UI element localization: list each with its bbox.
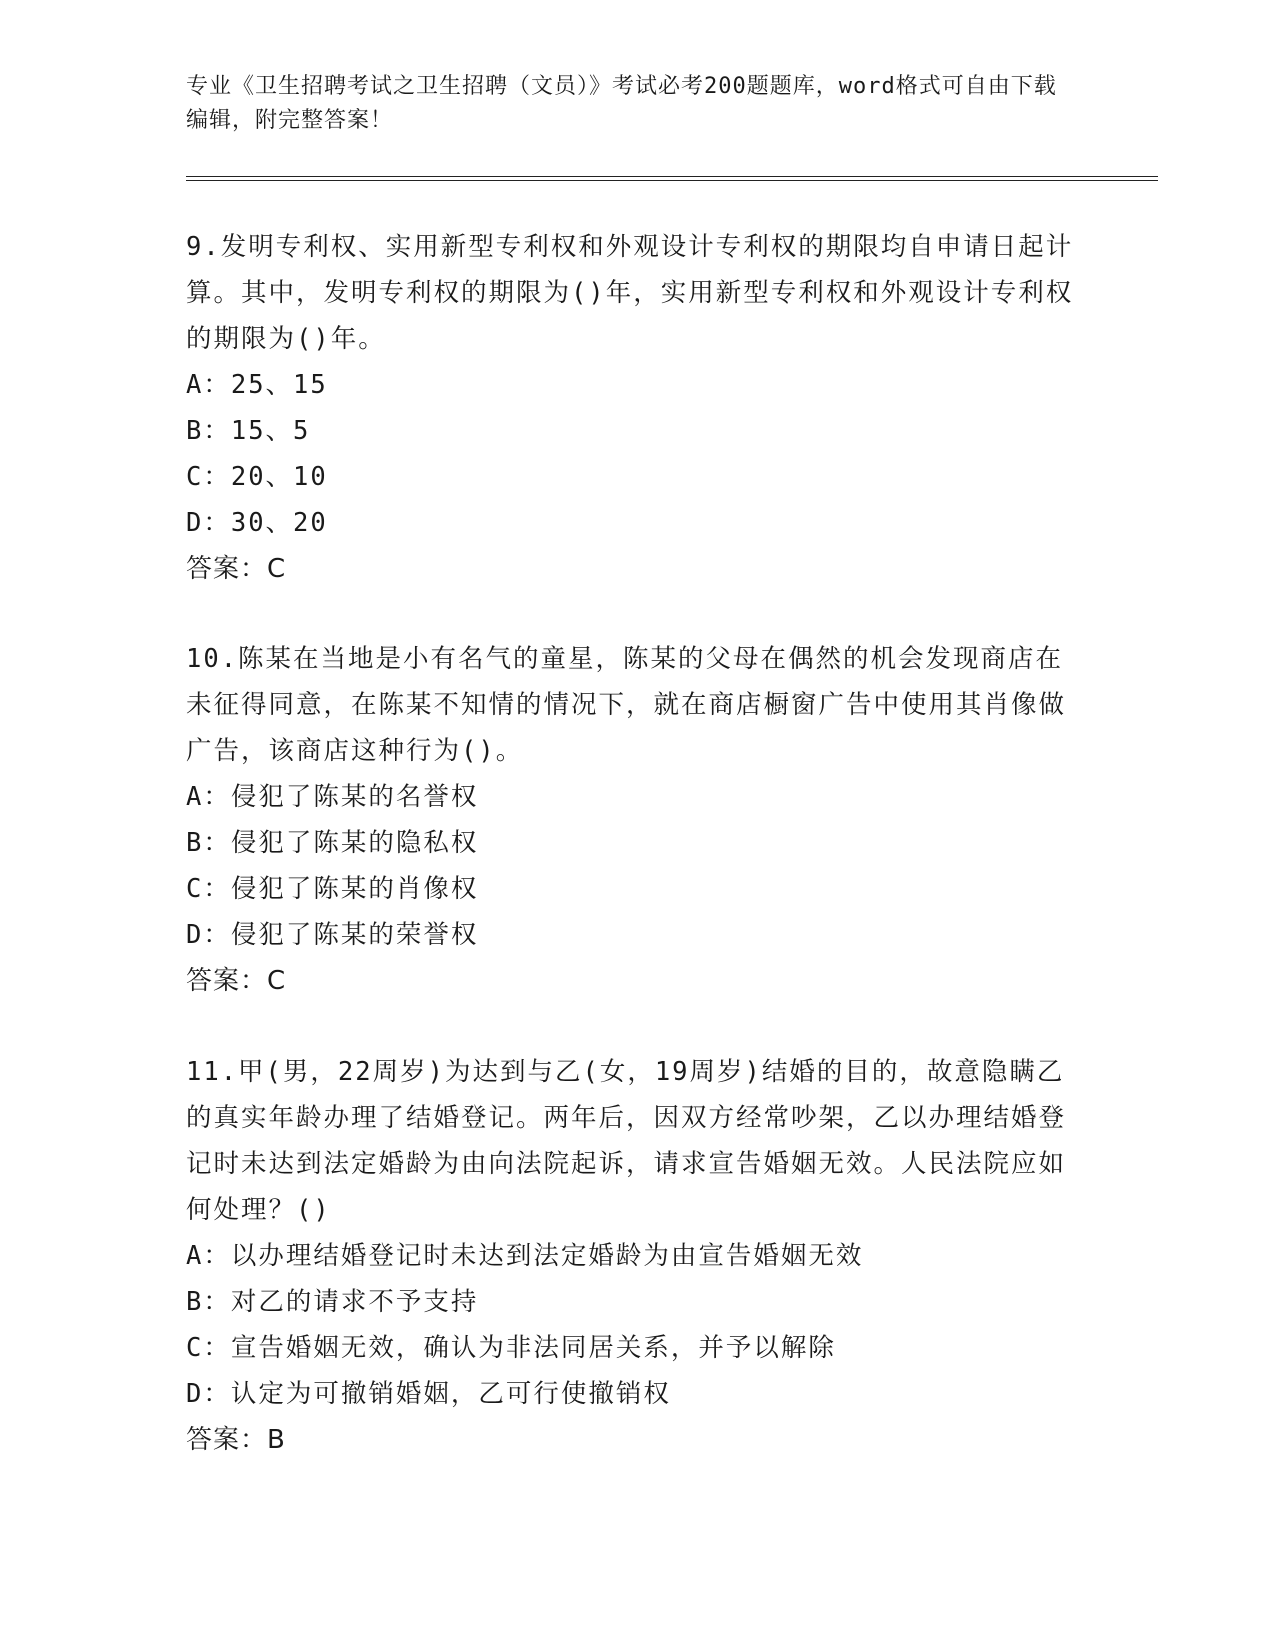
option-d: D：30、20: [186, 508, 328, 538]
question-9: [186, 224, 1086, 592]
option-a: A：25、15: [186, 370, 328, 400]
answer: 答案：C: [186, 966, 287, 996]
option-a: A：侵犯了陈某的名誉权: [186, 782, 479, 812]
option-a: A：以办理结婚登记时未达到法定婚龄为由宣告婚姻无效: [186, 1241, 864, 1271]
option-b: B：15、5: [186, 416, 311, 446]
answer: 答案：B: [186, 1425, 286, 1455]
question-stem: 9.发明专利权、实用新型专利权和外观设计专利权的期限均自申请日起计算。其中，发明专利权的期限为()年，实用新型专利权和外观设计专利权的期限为()年。: [186, 232, 1074, 354]
option-c: C：20、10: [186, 462, 328, 492]
question-10: [186, 636, 1086, 1004]
option-c: C：侵犯了陈某的肖像权: [186, 874, 479, 904]
question-stem: 10.陈某在当地是小有名气的童星，陈某的父母在偶然的机会发现商店在未征得同意，在陈某不知情的情况下，就在商店橱窗广告中使用其肖像做广告，该商店这种行为()。: [186, 644, 1067, 766]
question-stem: 11.甲(男，22周岁)为达到与乙(女，19周岁)结婚的目的，故意隐瞒乙的真实年龄办理了结婚登记。两年后，因双方经常吵架，乙以办理结婚登记时未达到法定婚龄为由向法院起诉，请求宣告婚姻无效。人民法院应如何处理？(): [186, 1057, 1067, 1225]
option-b: B：侵犯了陈某的隐私权: [186, 828, 479, 858]
question-11: [186, 1049, 1086, 1463]
option-c: C：宣告婚姻无效，确认为非法同居关系，并予以解除: [186, 1333, 836, 1363]
option-d: D：侵犯了陈某的荣誉权: [186, 920, 479, 950]
header-divider: [186, 176, 1158, 181]
document-header: 专业《卫生招聘考试之卫生招聘（文员）》考试必考200题题库，word格式可自由下载编辑，附完整答案！: [186, 74, 1057, 133]
answer: 答案：C: [186, 554, 287, 584]
option-d: D：认定为可撤销婚姻，乙可行使撤销权: [186, 1379, 671, 1409]
option-b: B：对乙的请求不予支持: [186, 1287, 479, 1317]
